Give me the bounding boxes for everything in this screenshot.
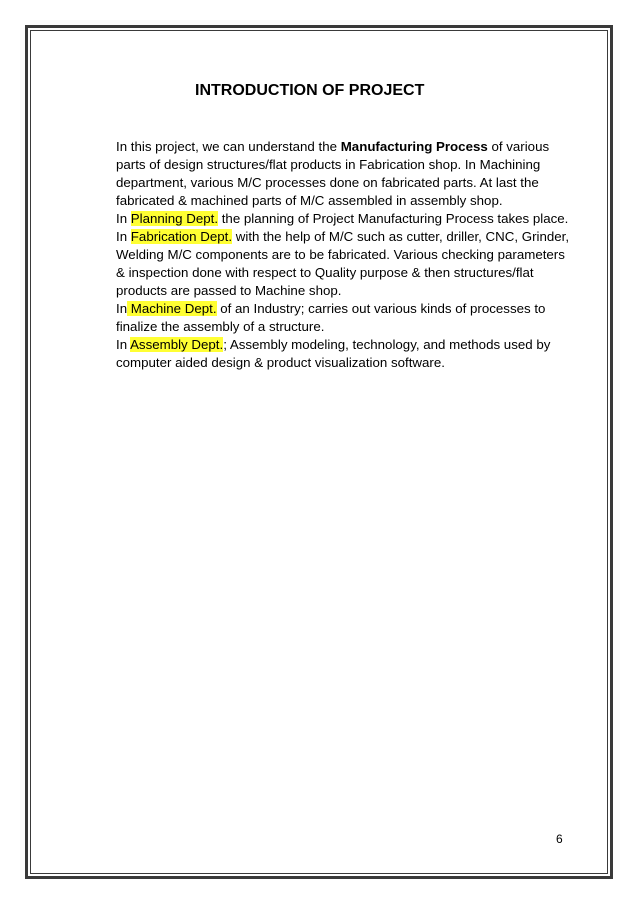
assembly-line-2: computer aided design & product visualization software.	[116, 355, 445, 370]
fabrication-line-1: In Fabrication Dept. with the help of M/C such as cutter, driller, CNC, Grinder,	[116, 229, 570, 244]
page-title: INTRODUCTION OF PROJECT	[195, 82, 425, 99]
intro-line-3: department, various M/C processes done on fabricated parts. At last the	[116, 175, 539, 190]
machine-dept-highlight: Machine Dept.	[127, 301, 217, 316]
assembly-dept-highlight: Assembly Dept.	[130, 337, 224, 352]
planning-line: In Planning Dept. the planning of Project Manufacturing Process takes place.	[116, 211, 569, 226]
fabrication-line-3: & inspection done with respect to Quality purpose & then structures/flat	[116, 265, 534, 280]
intro-line-4: fabricated & machined parts of M/C assembled in assembly shop.	[116, 193, 503, 208]
assembly-line-1: In Assembly Dept.; Assembly modeling, technology, and methods used by	[116, 337, 551, 352]
intro-line-2: parts of design structures/flat products in Fabrication shop. In Machining	[116, 157, 541, 172]
machine-line-1: In Machine Dept. of an Industry; carries out various kinds of processes to	[116, 301, 546, 316]
body-text	[116, 138, 570, 372]
page-number: 6	[556, 832, 563, 846]
machine-line-2: finalize the assembly of a structure.	[116, 319, 325, 334]
manufacturing-process-bold: Manufacturing Process	[340, 139, 488, 154]
intro-line-1: In this project, we can understand the Manufacturing Process of various	[116, 139, 550, 154]
fabrication-line-4: products are passed to Machine shop.	[116, 283, 342, 298]
planning-dept-highlight: Planning Dept.	[130, 211, 219, 226]
fabrication-dept-highlight: Fabrication Dept.	[130, 229, 233, 244]
fabrication-line-2: Welding M/C components are to be fabricated. Various checking parameters	[116, 247, 565, 262]
